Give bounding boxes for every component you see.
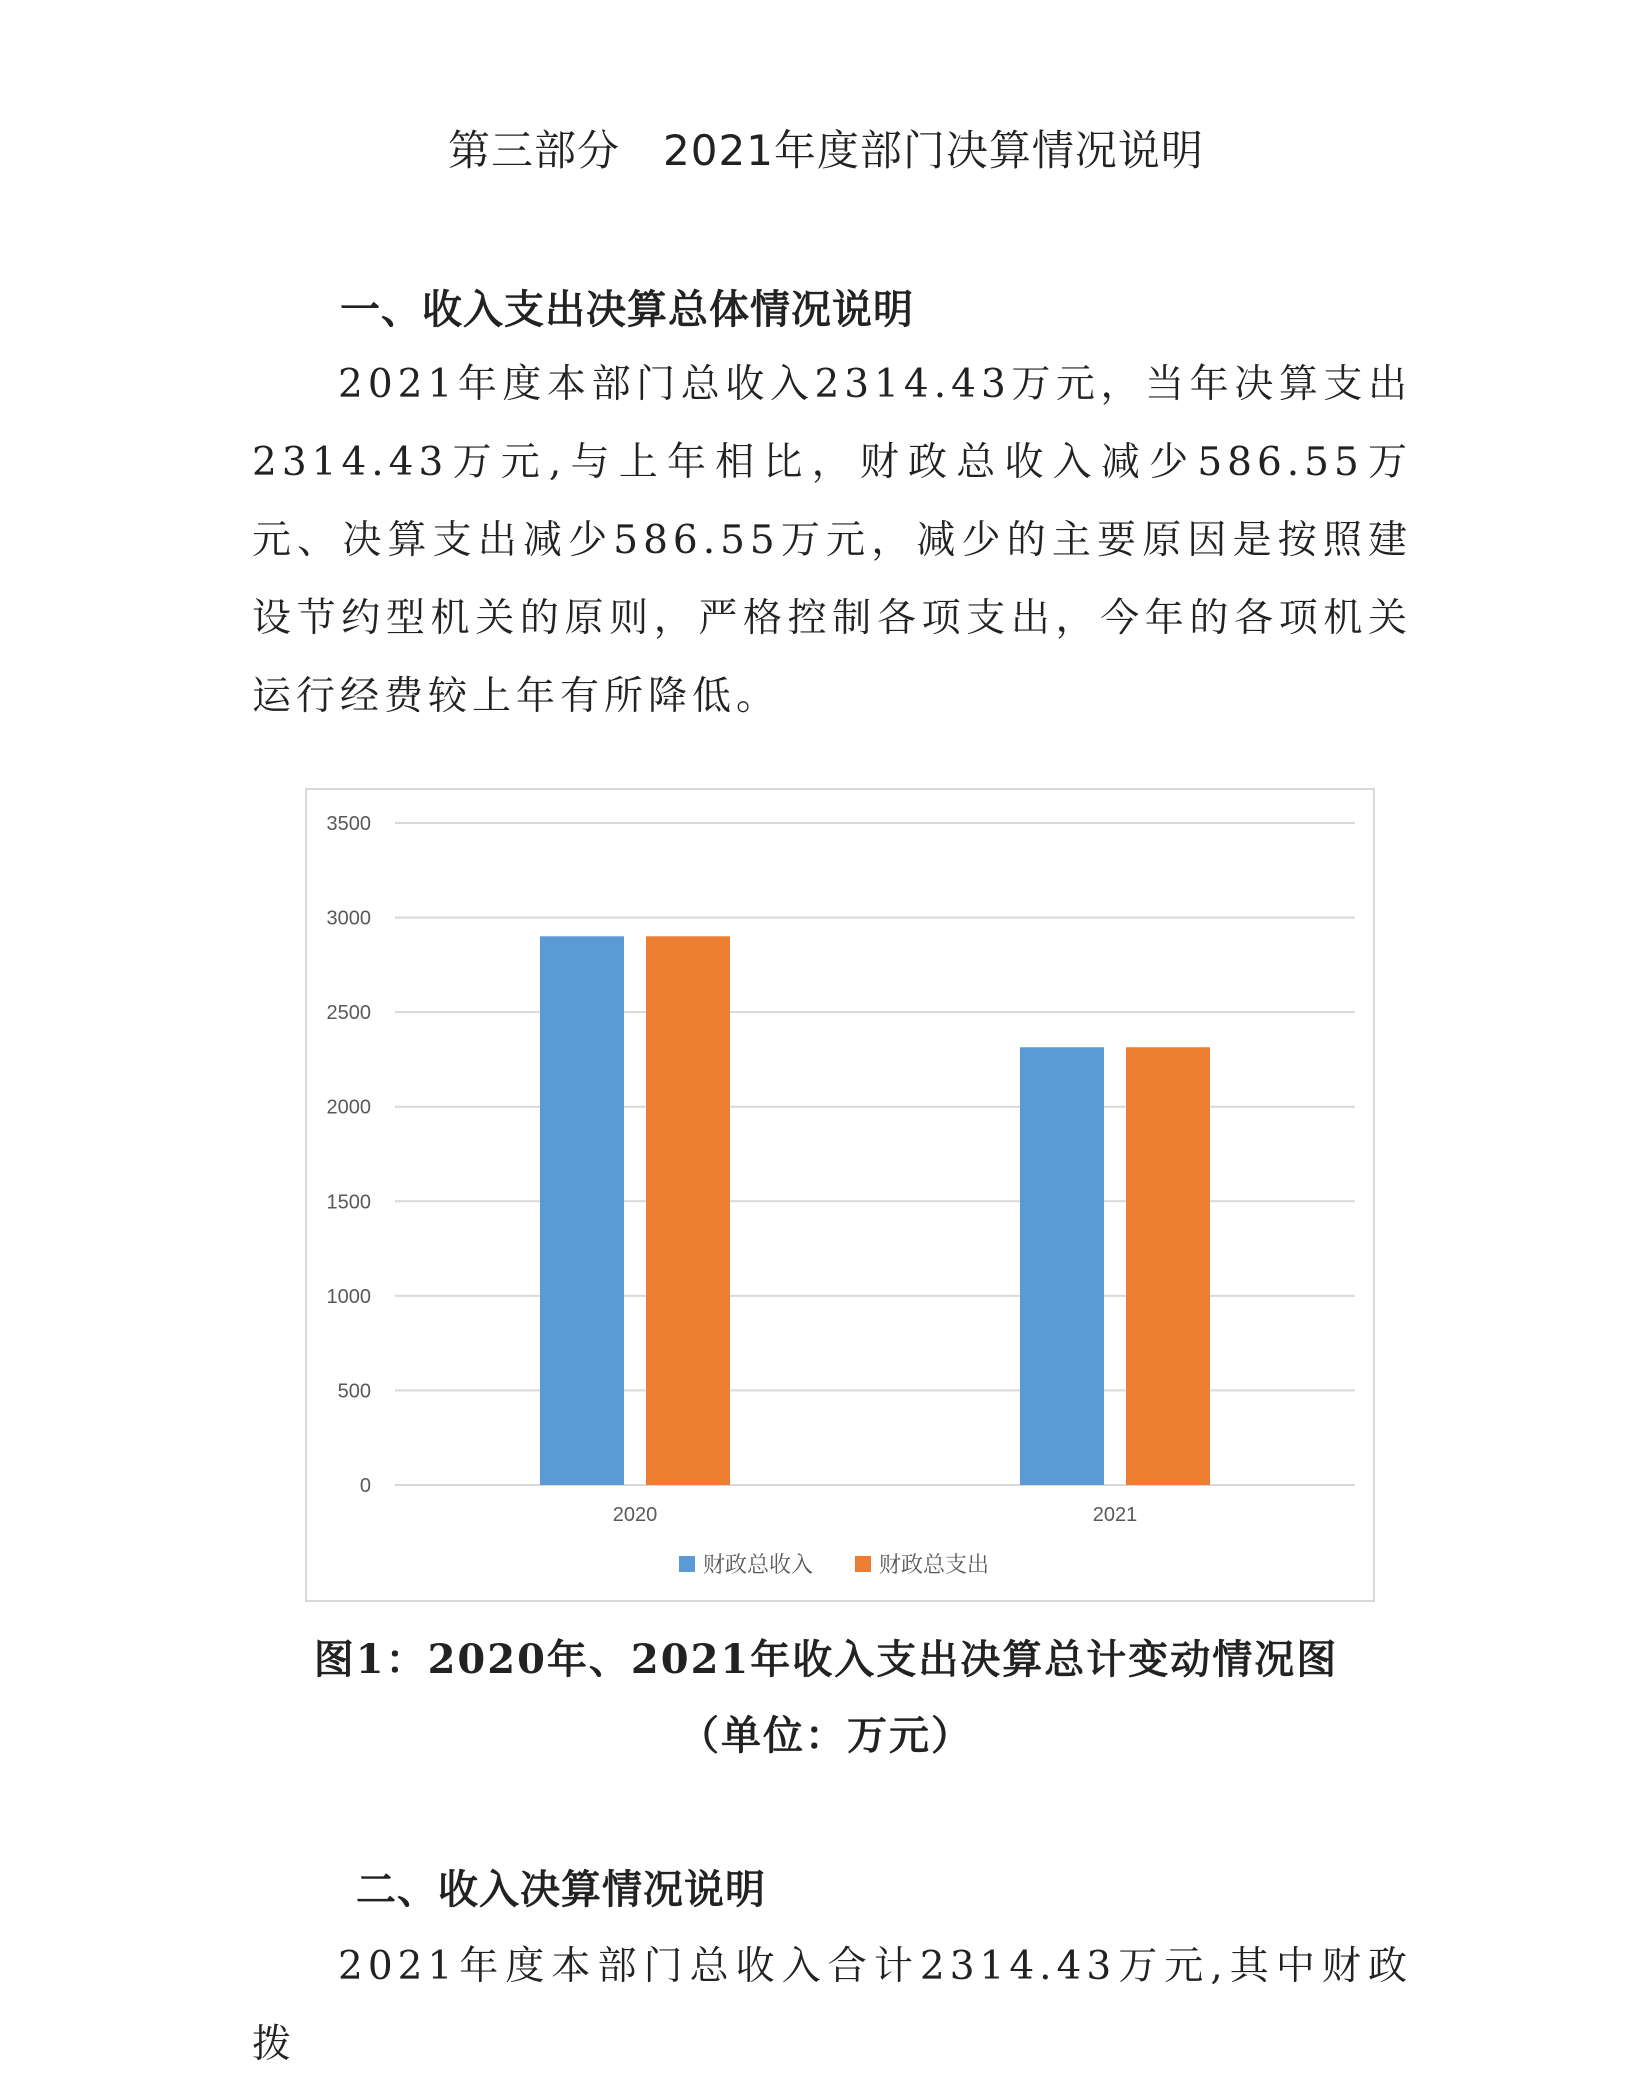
section-1-heading: 一、收入支出决算总体情况说明 (340, 287, 914, 333)
y-tick-label: 1000 (326, 1285, 371, 1308)
section-1-paragraph: 2021年度本部门总收入2314.43万元，当年决算支出2314.43万元,与上年相比，财政总收入减少586.55万元、决算支出减少586.55万元，减少的主要原因是按照建设节约型机关的原则，严格控制各项支出，今年的各项机关运行经费较上年有所降低。 (252, 362, 1412, 719)
y-tick-label: 3000 (326, 907, 371, 930)
legend-swatch (855, 1556, 871, 1572)
y-tick-label: 0 (359, 1475, 371, 1497)
y-tick-label: 1500 (326, 1191, 371, 1214)
y-tick-label: 2500 (326, 1002, 371, 1025)
income-expense-chart (305, 788, 1375, 1602)
bar (646, 936, 730, 1485)
section-2-paragraph: 2021年度本部门总收入合计2314.43万元,其中财政拨 (252, 1944, 1412, 2067)
x-tick-label: 2020 (612, 1504, 658, 1526)
section-2-heading: 二、收入决算情况说明 (356, 1867, 766, 1913)
legend-label: 财政总支出 (879, 1553, 990, 1578)
bar (1126, 1047, 1210, 1485)
part-title: 第三部分 2021年度部门决算情况说明 (448, 126, 1204, 175)
bar (1020, 1047, 1104, 1485)
y-tick-label: 3500 (326, 813, 371, 835)
y-tick-label: 2000 (326, 1096, 371, 1119)
figure-caption: 图1：2020年、2021年收入支出决算总计变动情况图 (313, 1636, 1339, 1683)
bar-chart-svg (307, 790, 1373, 1600)
legend-label: 财政总收入 (703, 1553, 814, 1578)
bar (540, 936, 624, 1485)
x-tick-label: 2021 (1092, 1504, 1138, 1526)
legend-swatch (679, 1556, 695, 1572)
y-tick-label: 500 (337, 1380, 371, 1403)
figure-unit-caption: （单位：万元） (679, 1712, 973, 1759)
